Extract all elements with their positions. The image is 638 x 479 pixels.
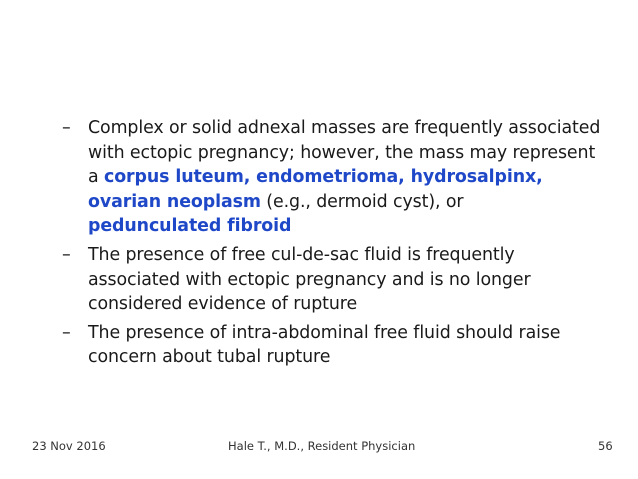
footer-author: Hale T., M.D., Resident Physician [228, 439, 416, 453]
bullet-dash: – [62, 244, 71, 265]
bullet-dash: – [62, 118, 71, 138]
bullet-item [62, 243, 602, 317]
bullet-item [62, 321, 602, 370]
footer-page-number: 56 [598, 439, 613, 453]
bullet-list [62, 116, 602, 374]
footer-date: 23 Nov 2016 [32, 439, 106, 453]
bullet-item [62, 116, 602, 239]
bullet-text: The presence of free cul-de-sac fluid is frequently associated with ectopic pregnancy and is no longer considered evidence of rupture [88, 244, 531, 315]
highlighted-term: pedunculated fibroid [88, 216, 292, 237]
highlighted-term: corpus luteum, endometrioma, hydrosalpinx, ovarian neoplasm [88, 167, 543, 212]
bullet-text: (e.g., dermoid cyst), or [260, 191, 464, 212]
bullet-text: The presence of intra-abdominal free fluid should raise concern about tubal rupture [88, 322, 561, 368]
bullet-text: Complex or solid adnexal masses are frequently associated with ectopic pregnancy; however, the mass may represent a [88, 118, 601, 188]
bullet-dash: – [62, 322, 71, 343]
